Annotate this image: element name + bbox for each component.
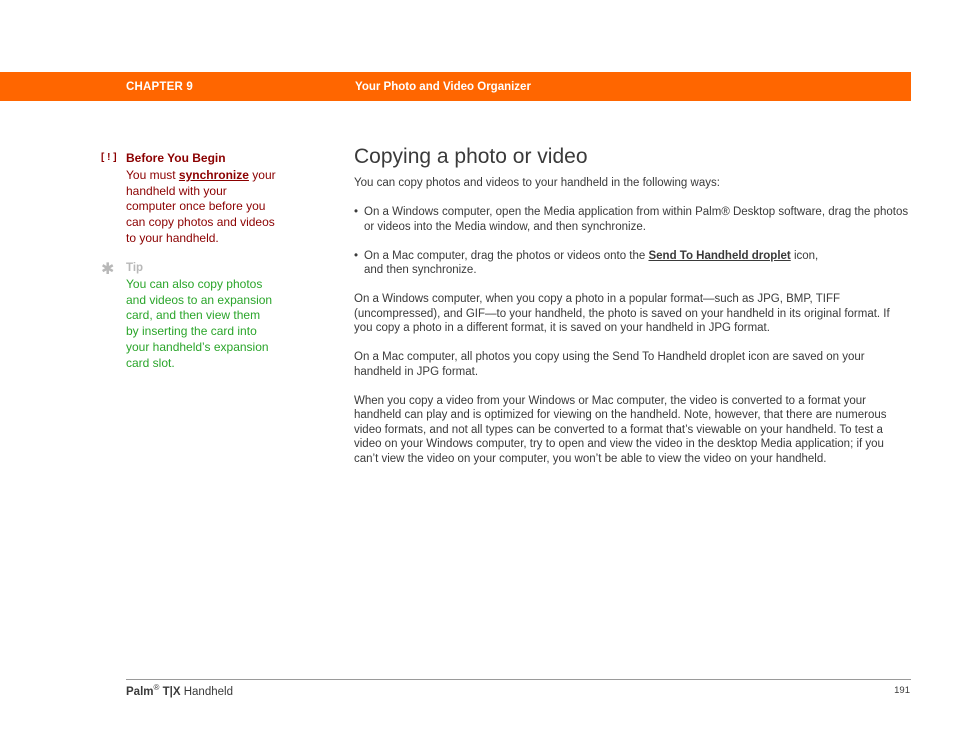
asterisk-icon: ✱ <box>101 261 115 278</box>
bullet-icon: • <box>354 249 359 262</box>
send-to-handheld-droplet-link[interactable]: Send To Handheld droplet <box>648 249 791 262</box>
before-you-begin-heading: Before You Begin <box>126 151 226 165</box>
page-title: Copying a photo or video <box>354 145 588 168</box>
mac-format-paragraph: On a Mac computer, all photos you copy using the Send To Handheld droplet icon are saved on your handheld in JPG format. <box>354 351 865 378</box>
tip-heading: Tip <box>126 262 144 274</box>
footer-product-name: Palm® T|X Handheld <box>126 683 233 698</box>
video-conversion-paragraph: When you copy a video from your Windows or Mac computer, the video is converted to a format your handheld can play and is optimized for viewing on the handheld. Note, however, that there are numerous video formats, and not all types can be converted to a format that’s viewable on your handheld. To test a video on your Windows computer, try to open and view the video in the desktop Media application; if you can’t view the video on your computer, you won’t be able to view the video on your handheld. <box>354 394 887 465</box>
before-you-begin-text: You must synchronize your handheld with your computer once before you can copy photos and videos to your handheld. <box>126 168 276 245</box>
chapter-title: Your Photo and Video Organizer <box>355 81 531 93</box>
tip-text: You can also copy photos and videos to an expansion card, and then view them by inserting the card into your handheld’s expansion card slot. <box>126 277 273 370</box>
page-number: 191 <box>894 685 910 696</box>
list-item: • On a Mac computer, drag the photos or videos onto the Send To Handheld droplet icon, and then synchronize. <box>354 249 819 276</box>
synchronize-link[interactable]: synchronize <box>178 168 249 182</box>
chapter-number: CHAPTER 9 <box>126 81 193 93</box>
bullet-icon: • <box>354 206 359 218</box>
warning-icon: [ ! ] <box>101 152 117 163</box>
footer-divider <box>126 679 911 680</box>
main-content <box>354 176 911 481</box>
windows-format-paragraph: On a Windows computer, when you copy a photo in a popular format—such as JPG, BMP, TIFF (uncompressed), and GIF—to your handheld, the photo is saved on your handheld in its original format. If you copy a photo in a different format, it is saved on your handheld in JPG format. <box>354 293 890 334</box>
intro-paragraph: You can copy photos and videos to your handheld in the following ways: <box>354 177 720 189</box>
list-item: • On a Windows computer, open the Media application from within Palm® Desktop software, drag the photos or videos into the Media window, and then synchronize. <box>354 206 909 233</box>
